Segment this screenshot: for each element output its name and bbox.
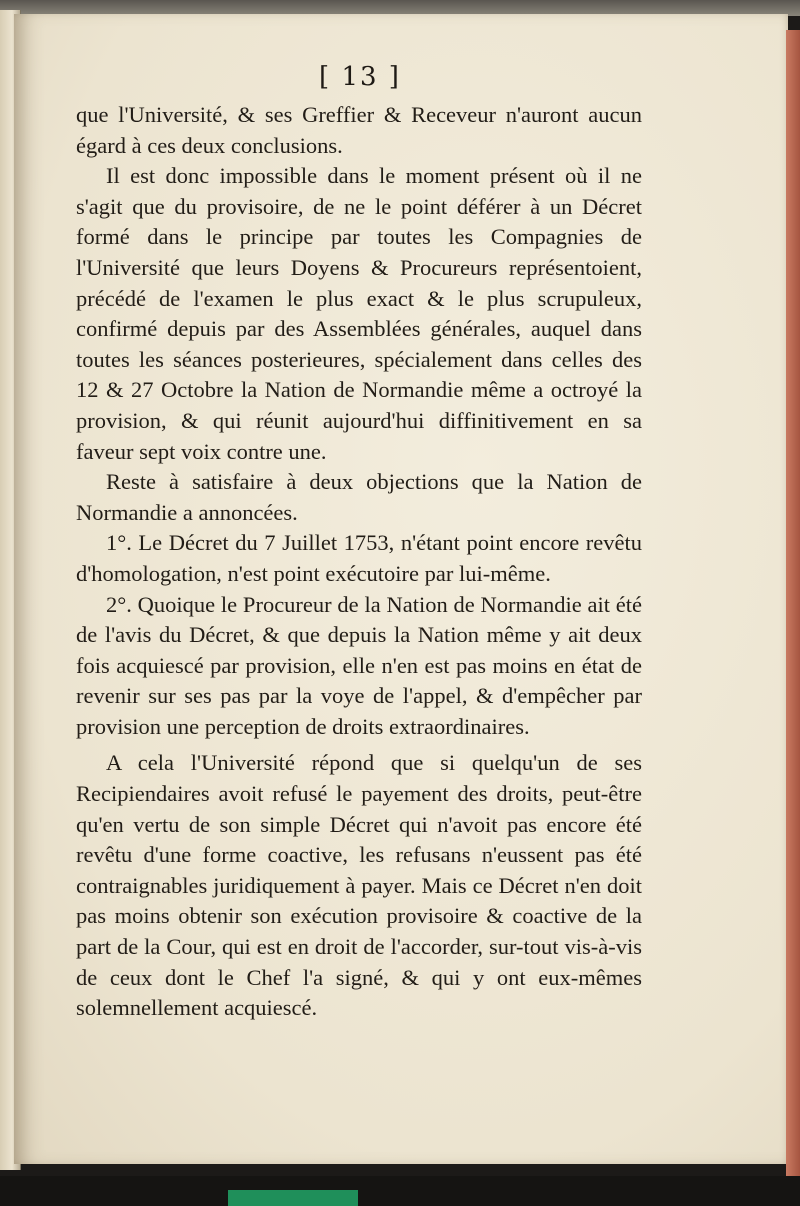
- body-text: [76, 100, 642, 1024]
- paragraph-1: que l'Université, & ses Greffier & Receveur n'auront aucun égard à ces deux conclusions.: [76, 102, 642, 158]
- paragraph-3: Reste à satisfaire à deux objections que la Nation de Normandie a annoncées.: [76, 469, 642, 525]
- paragraph-5: 2°. Quoique le Procureur de la Nation de Normandie ait été de l'avis du Décret, & que depuis la Nation même y ait deux fois acquiescé par provision, elle n'en est pas moins en état de revenir sur ses pas par la voye de l'appel, & d'empêcher par provision une perception de droits extraordinaires.: [76, 591, 642, 739]
- book-bottom-edge: [0, 1176, 800, 1206]
- paragraph-4: 1°. Le Décret du 7 Juillet 1753, n'étant point encore revêtu d'homologation, n'est point exécutoire par lui-même.: [76, 530, 642, 586]
- page-number: [ 13 ]: [319, 62, 401, 92]
- paragraph-6: A cela l'Université répond que si quelqu'un de ses Recipiendaires avoit refusé le payement des droits, peut-être qu'en vertu de son simple Décret qui n'avoit pas encore été revêtu d'une forme coactive, les refusans n'eussent pas été contraignables juridiquement à payer. Mais ce Décret n'en doit pas moins obtenir son exécution provisoire & coactive de la part de la Cour, qui est en droit de l'accorder, sur-tout vis-à-vis de ceux dont le Chef l'a signé, & qui y ont eux-mêmes solemnellement acquiescé.: [76, 750, 642, 1021]
- paragraph-2: Il est donc impossible dans le moment présent où il ne s'agit que du provisoire, de ne le point déférer à un Décret formé dans le principe par toutes les Compagnies de l'Université que leurs Doyens & Procureurs représentoient, précédé de l'examen le plus exact & le plus scrupuleux, confirmé depuis par des Assemblées générales, auquel dans toutes les séances posterieures, spécialement dans celles des 12 & 27 Octobre la Nation de Normandie même a octroyé la provision, & qui réunit aujourd'hui diffinitivement en sa faveur sept voix contre une.: [76, 163, 642, 464]
- bookmark-ribbon: [228, 1190, 358, 1206]
- book-fore-edge: [786, 30, 800, 1180]
